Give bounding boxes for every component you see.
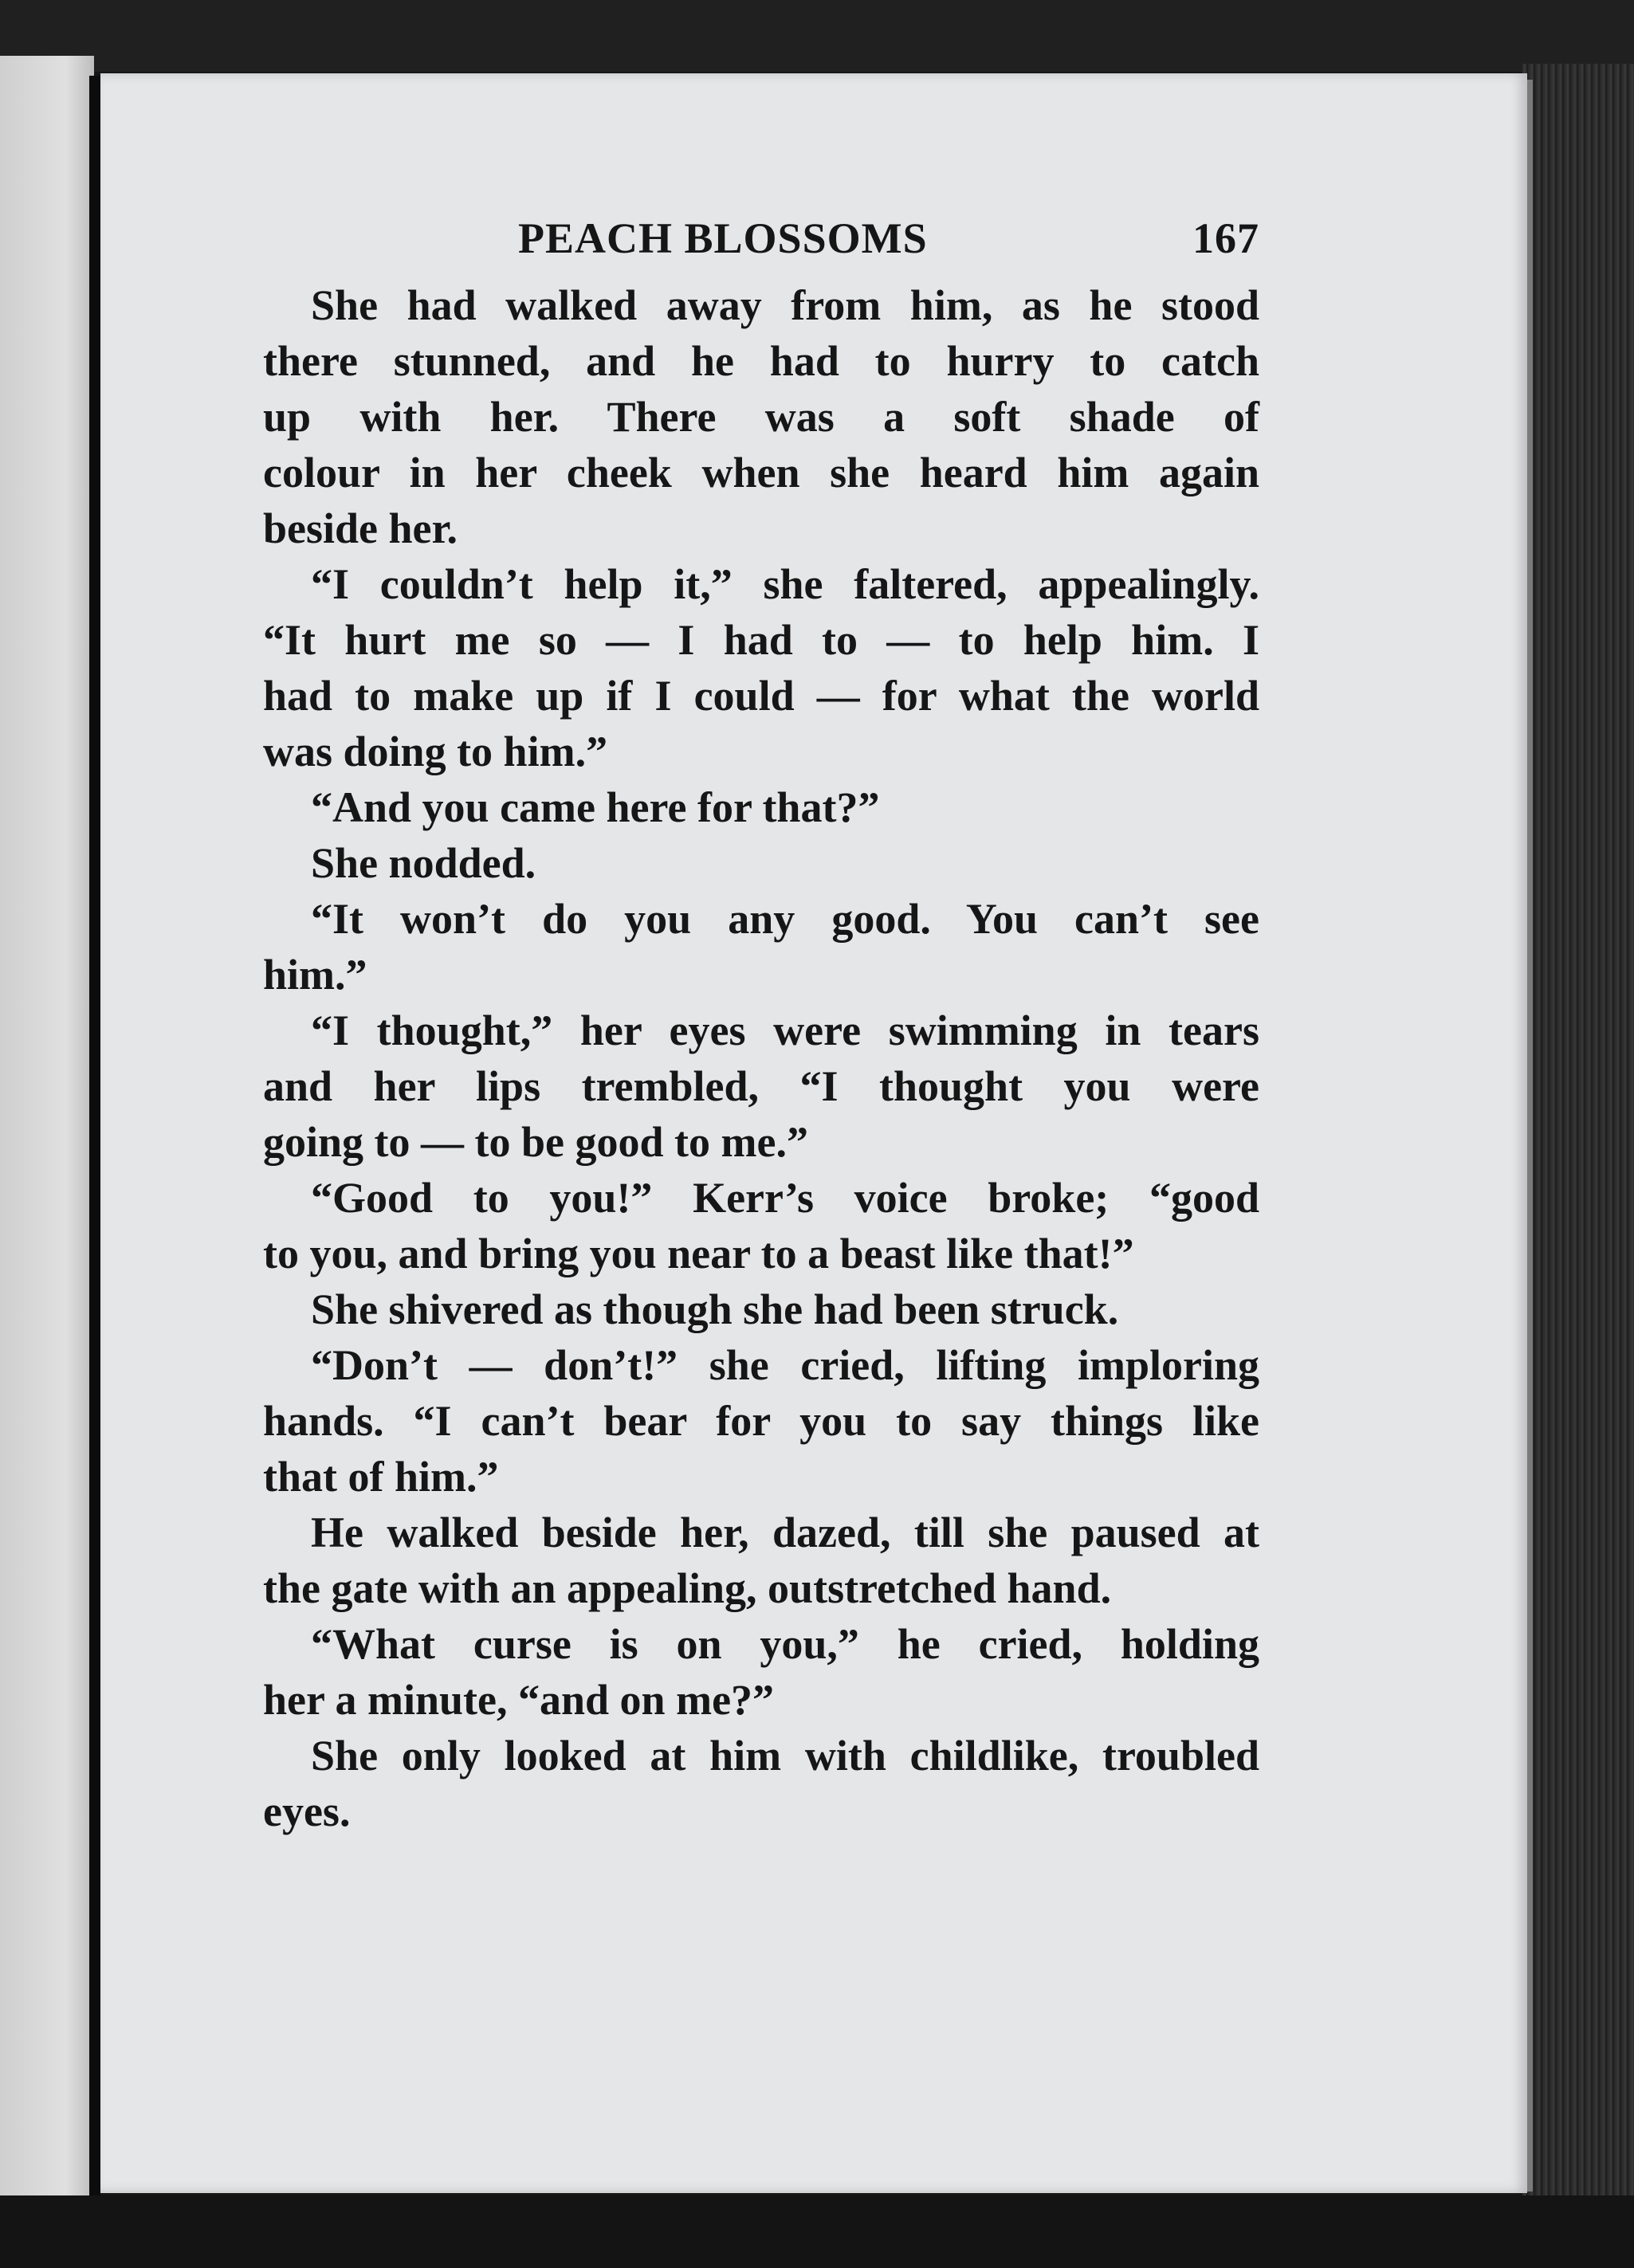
paragraph: [263, 1170, 1259, 1281]
paragraph: [263, 1505, 1259, 1616]
text-line: going to — to be good to me.”: [263, 1118, 808, 1166]
text-line: “I thought,” her eyes were swimming in tears: [311, 1006, 1259, 1054]
text-line: him.”: [263, 951, 367, 999]
text-line: “I couldn’t help it,” she faltered, appealingly.: [311, 560, 1259, 608]
text-line: hands. “I can’t bear for you to say things like: [263, 1397, 1259, 1445]
paragraph: [263, 1337, 1259, 1505]
text-line: her a minute, “and on me?”: [263, 1676, 775, 1724]
page-text: [263, 206, 1259, 1839]
scan-top-border: [0, 0, 1634, 72]
text-line: “Good to you!” Kerr’s voice broke; “good: [311, 1174, 1259, 1222]
text-line: She nodded.: [311, 839, 536, 887]
text-line: colour in her cheek when she heard him again: [263, 449, 1259, 496]
text-line: eyes.: [263, 1787, 351, 1835]
text-line: “What curse is on you,” he cried, holding: [311, 1620, 1259, 1668]
text-line: to you, and bring you near to a beast like that!”: [263, 1230, 1134, 1277]
text-line: beside her.: [263, 504, 458, 552]
running-head: [263, 206, 1259, 277]
text-line: She shivered as though she had been struck.: [311, 1285, 1119, 1333]
paragraph: [263, 835, 1259, 891]
text-line: up with her. There was a soft shade of: [263, 393, 1259, 441]
facing-page-edge: [0, 56, 94, 2207]
text-line: had to make up if I could — for what the world: [263, 672, 1259, 720]
paragraph: [263, 1003, 1259, 1170]
text-line: that of him.”: [263, 1453, 499, 1501]
text-line: “It won’t do you any good. You can’t see: [311, 895, 1259, 943]
body-text: [263, 277, 1259, 1839]
paragraph: [263, 1728, 1259, 1839]
paragraph: [263, 1281, 1259, 1337]
paragraph: [263, 277, 1259, 556]
text-line: “And you came here for that?”: [311, 783, 880, 831]
text-line: She had walked away from him, as he stood: [311, 281, 1259, 329]
text-line: and her lips trembled, “I thought you were: [263, 1062, 1259, 1110]
text-line: the gate with an appealing, outstretched hand.: [263, 1564, 1112, 1612]
text-line: She only looked at him with childlike, troubled: [311, 1732, 1259, 1779]
paragraph: [263, 891, 1259, 1003]
paragraph: [263, 779, 1259, 835]
text-line: there stunned, and he had to hurry to catch: [263, 337, 1259, 385]
paragraph: [263, 556, 1259, 779]
page-stack-edge: [1522, 64, 1634, 2215]
paragraph: [263, 1616, 1259, 1728]
text-line: “It hurt me so — I had to — to help him. I: [263, 616, 1259, 664]
page-number: 167: [1192, 214, 1259, 262]
text-line: He walked beside her, dazed, till she paused at: [311, 1509, 1259, 1556]
scan-bottom-border: [0, 2195, 1634, 2268]
text-line: was doing to him.”: [263, 728, 608, 775]
text-line: “Don’t — don’t!” she cried, lifting imploring: [311, 1341, 1259, 1389]
running-title: PEACH BLOSSOMS: [518, 214, 928, 262]
book-gutter: [89, 76, 100, 2219]
